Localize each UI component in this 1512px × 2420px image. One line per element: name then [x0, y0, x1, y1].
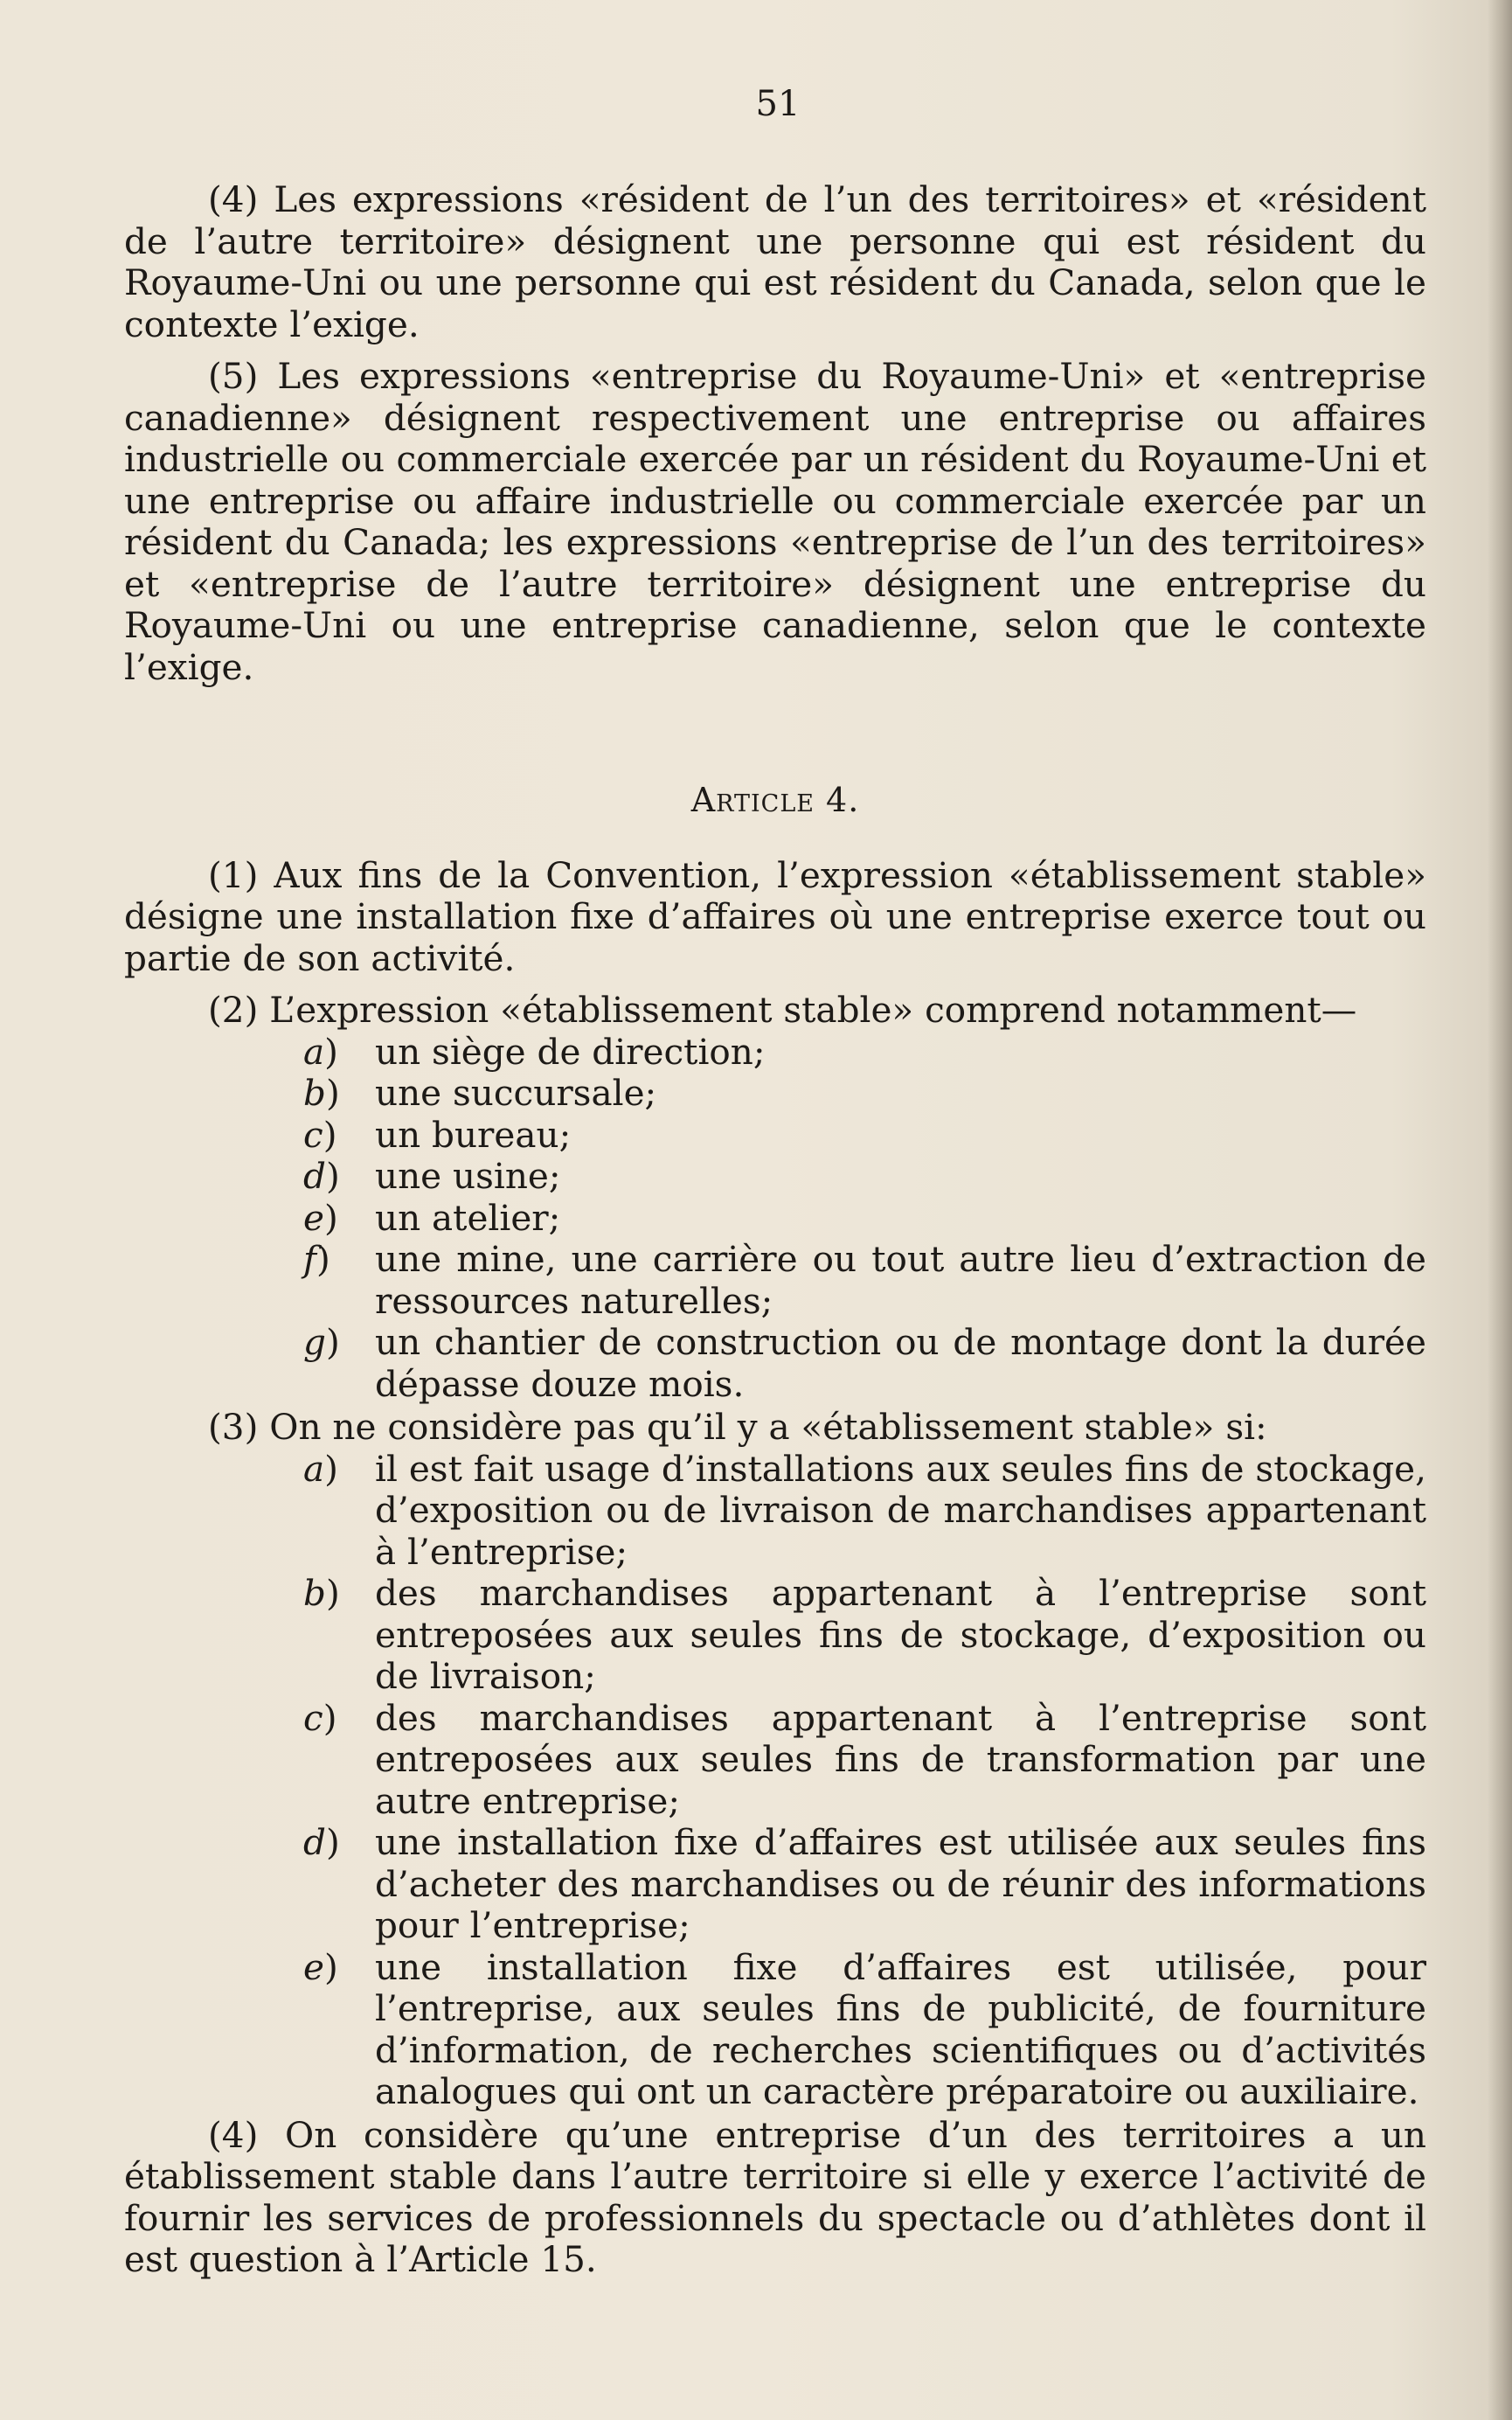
article-4-paragraph-1: (1) Aux fins de la Convention, l’expression «établissement stable» désigne une installation fixe d’affaires où une entreprise exerce tout ou partie de son activité.: [124, 853, 1426, 979]
list-item: a) un siège de direction;: [303, 1030, 766, 1073]
page-binding-shadow: [1488, 0, 1512, 2420]
list-item: g) un chantier de construction ou de montage dont la durée dépasse douze mois.: [303, 1321, 1426, 1405]
paragraph-5-enterprises: (5) Les expressions «entreprise du Royaume-Uni» et «entreprise canadienne» désignent respectivement une entreprise ou affaires industrielle ou commerciale exercée par un résident du Royaume-Uni et une entreprise ou affaire industrielle ou commerciale exercée par un résident du Canada; les expressions «entreprise de l’un des territoires» et «entreprise de l’autre territoire» désignent une entreprise du Royaume-Uni ou une entreprise canadienne, selon que le contexte l’exige.: [124, 355, 1426, 688]
list-item: d) une installation fixe d’affaires est utilisée aux seules fins d’acheter des marchandises ou de réunir des informations pour l’entreprise;: [303, 1821, 1426, 1946]
list-item: e) une installation fixe d’affaires est utilisée, pour l’entreprise, aux seules fins de publicité, de fourniture d’information, de recherches scientifiques ou d’activités analogues qui ont un caractère préparatoire ou auxiliaire.: [303, 1945, 1426, 2112]
paragraph-4-residents: (4) Les expressions «résident de l’un des territoires» et «résident de l’autre territoire» désignent une personne qui est résident du Royaume-Uni ou une personne qui est résident du Canada, selon que le contexte l’exige.: [124, 178, 1426, 345]
document-body: [124, 179, 1426, 2291]
list-item: b) des marchandises appartenant à l’entreprise sont entreposées aux seules fins de stockage, d’exposition ou de livraison;: [303, 1572, 1426, 1697]
paragraph-2-list: [124, 1032, 1426, 1406]
list-item: c) des marchandises appartenant à l’entreprise sont entreposées aux seules fins de transformation par une autre entreprise;: [303, 1696, 1426, 1822]
list-item: a) il est fait usage d’installations aux seules fins de stockage, d’exposition ou de livraison de marchandises appartenant à l’entreprise;: [303, 1447, 1426, 1573]
article-heading: Article 4.: [690, 781, 860, 819]
paragraph-3-list: [124, 1449, 1426, 2113]
list-item: c) un bureau;: [303, 1113, 572, 1156]
article-4-paragraph-3: (3) On ne considère pas qu’il y a «établissement stable» si:: [208, 1406, 1267, 1448]
page-number: 51: [755, 84, 801, 124]
list-item: f) une mine, une carrière ou tout autre lieu d’extraction de ressources naturelles;: [303, 1238, 1426, 1322]
article-4-paragraph-4: (4) On considère qu’une entreprise d’un des territoires a un établissement stable dans l’autre territoire si elle y exerce l’activité de fournir les services de professionnels du spectacle ou d’athlètes dont il est question à l’Article 15.: [124, 2113, 1426, 2280]
list-item: d) une usine;: [303, 1155, 561, 1197]
list-item: e) un atelier;: [303, 1196, 561, 1239]
article-4-paragraph-2: (2) L’expression «établissement stable» comprend notamment—: [208, 989, 1357, 1031]
list-item: b) une succursale;: [303, 1072, 657, 1114]
